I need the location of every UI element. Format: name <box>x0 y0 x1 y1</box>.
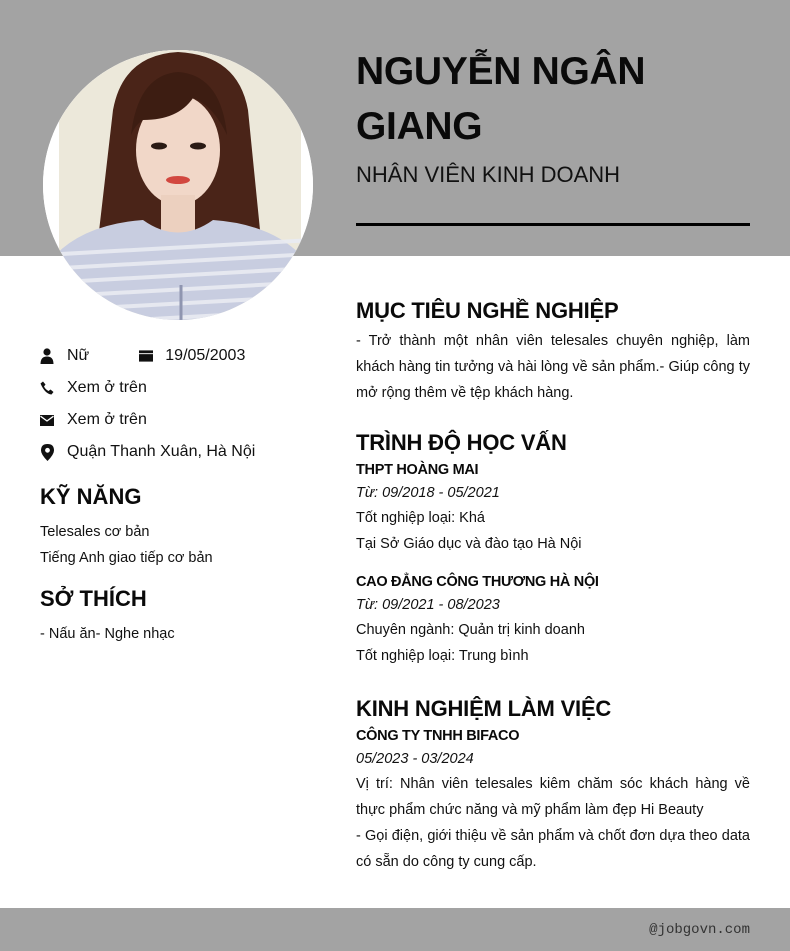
info-row-address <box>40 436 320 468</box>
skills-section <box>40 484 320 571</box>
gender-item <box>40 347 89 365</box>
birthdate-item <box>139 347 245 365</box>
gender-value: Nữ <box>67 347 90 364</box>
experience-description: - Gọi điện, giới thiệu về sản phẩm và chốt đơn dựa theo data có sẵn do công ty cung cấp. <box>356 828 750 870</box>
school-name: CAO ĐẲNG CÔNG THƯƠNG HÀ NỘI <box>356 574 599 590</box>
objective-heading: MỤC TIÊU NGHỀ NGHIỆP <box>356 298 619 323</box>
info-row-gender-birth <box>40 340 320 372</box>
education-section <box>356 430 750 669</box>
education-detail: Chuyên ngành: Quản trị kinh doanh <box>356 622 585 638</box>
education-period: Từ: 09/2018 - 05/2021 <box>356 485 500 501</box>
calendar-icon <box>139 348 153 364</box>
info-row-email <box>40 404 320 436</box>
education-detail: Tốt nghiệp loại: Trung bình <box>356 648 529 664</box>
phone-icon <box>40 380 54 396</box>
objective-text: - Trở thành một nhân viên telesales chuyên nghiệp, làm khách hàng tin tưởng và hài lòng về sản phẩm.- Giúp công ty mở rộng thêm về tệp khách hàng. <box>356 333 750 401</box>
phone-value: Xem ở trên <box>67 379 147 396</box>
envelope-icon <box>40 412 54 428</box>
email-value: Xem ở trên <box>67 411 147 428</box>
skills-heading: KỸ NĂNG <box>40 484 142 509</box>
info-row-phone <box>40 372 320 404</box>
map-pin-icon <box>40 444 54 460</box>
address-value: Quận Thanh Xuân, Hà Nội <box>67 443 256 460</box>
birthdate-value: 19/05/2003 <box>165 347 246 364</box>
candidate-name: NGUYỄN NGÂN GIANG <box>356 50 646 148</box>
skill-item: Tiếng Anh giao tiếp cơ bản <box>40 550 213 566</box>
experience-item <box>356 725 750 875</box>
hobbies-section <box>40 586 320 647</box>
education-item <box>356 571 750 669</box>
school-name: THPT HOÀNG MAI <box>356 462 479 478</box>
company-name: CÔNG TY TNHH BIFACO <box>356 728 520 744</box>
hobbies-heading: SỞ THÍCH <box>40 586 147 611</box>
portrait-image <box>43 50 313 320</box>
experience-heading: KINH NGHIỆM LÀM VIỆC <box>356 696 612 721</box>
user-icon <box>40 348 54 364</box>
education-detail: Tốt nghiệp loại: Khá <box>356 510 485 526</box>
objective-section <box>356 298 750 406</box>
experience-description: Vị trí: Nhân viên telesales kiêm chăm sóc khách hàng về thực phẩm chức năng và mỹ phẩm làm đẹp Hi Beauty <box>356 776 750 818</box>
experience-section <box>356 696 750 875</box>
education-item <box>356 459 750 557</box>
profile-photo <box>43 50 313 320</box>
footer-watermark: @jobgovn.com <box>649 922 750 938</box>
education-detail: Tại Sở Giáo dục và đào tạo Hà Nội <box>356 536 582 552</box>
job-title: NHÂN VIÊN KINH DOANH <box>356 162 621 187</box>
education-heading: TRÌNH ĐỘ HỌC VẤN <box>356 430 567 455</box>
education-period: Từ: 09/2021 - 08/2023 <box>356 597 500 613</box>
divider <box>356 223 750 226</box>
hobbies-text: - Nấu ăn- Nghe nhạc <box>40 626 175 642</box>
experience-period: 05/2023 - 03/2024 <box>356 751 474 767</box>
contact-info <box>40 340 320 468</box>
skill-item: Telesales cơ bản <box>40 524 150 540</box>
